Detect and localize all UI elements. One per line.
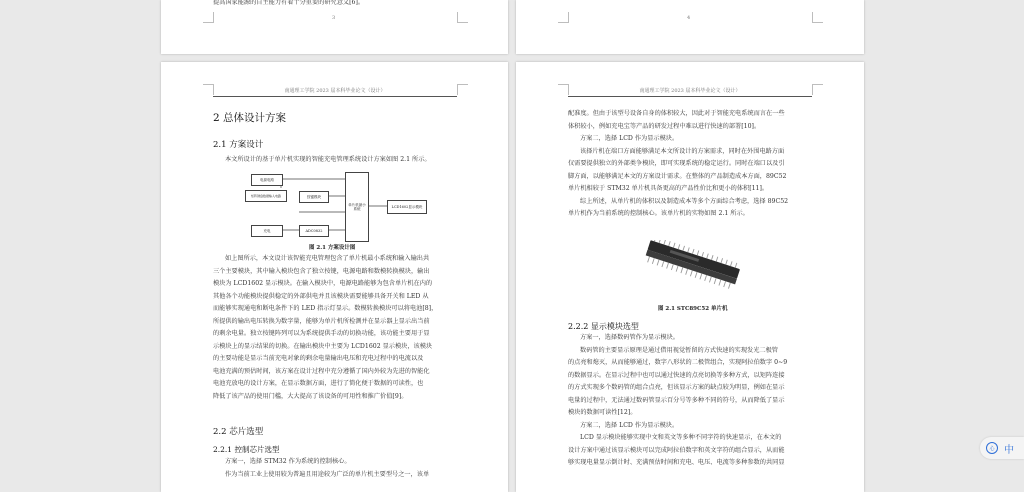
section-heading: 2.2 芯片选型 (213, 427, 264, 437)
page-corner-mark (457, 12, 468, 23)
body-text-line: 模块的数据可读性[12]。 (568, 409, 637, 416)
body-text-line: 电池充放电的设计方案，在显示数据方面，进行了简化便于数据的可读性，也 (213, 380, 424, 387)
page-5 (161, 62, 508, 492)
body-text-line: 的主要功能是显示当前充电对象的剩余电量输出电压和充电过程中的电流以及 (213, 355, 424, 362)
body-text-line: 如上图所示，本文设计该智能充电管理包含了单片机最小系统和输入输出共 (225, 255, 430, 262)
page-header: 南通理工学院 2023 届本科毕业论文（设计） (284, 88, 386, 94)
body-text-line: 电量的过程中，无法通过数码管显示百分号等多种不同的符号，从而降低了显示 (568, 396, 785, 404)
page-corner-mark (457, 84, 468, 95)
body-text-line: 的点亮和熄灭，从而能够通过，数字八形状的二极管组合，实现阿拉伯数字 0~9 (568, 359, 788, 366)
section-heading: 2.1 方案设计 (213, 140, 264, 150)
body-text-line: 的数据显示。在显示过程中也可以通过快速的点亮切换等多种方式，以矩阵连接 (568, 371, 785, 379)
button-module-box: 按键模块 (299, 191, 329, 203)
chapter-title: 2 总体设计方案 (213, 112, 287, 124)
body-text-line: 综上所述，从单片机的体积以及制造成本等多个方面综合考虑，选择 89C52 (580, 197, 789, 205)
page-6 (516, 62, 864, 492)
header-rule (568, 96, 812, 97)
keypad-input-box: 矩阵键盘数据输入电路 (245, 190, 287, 202)
body-text-line: 脚方面，以能够满足本文的方案设计需求。在整体的产品制造成本方面，89C52 (568, 172, 787, 180)
body-text-line: 配准度。但由于该型号设备自身的体积较大，因此对于智能充电系统而言在一些 (568, 110, 785, 117)
page-number: 4 (687, 15, 691, 21)
body-text-line: 提高国家能源的自主能力有着十分重要的研究意义[6]。 (213, 0, 365, 6)
page-corner-mark (812, 12, 823, 23)
body-text-line: 该择片机在端口方面能够满足本文所设计的方案需求，同时在外围电路方面 (580, 147, 785, 155)
body-text-line: 方案一，选择 STM32 作为系统的控制核心。 (225, 458, 351, 465)
header-rule (213, 96, 457, 97)
language-toggle-button[interactable]: 中 (1004, 444, 1014, 456)
floating-toolbar[interactable] (980, 437, 1024, 459)
stc89c52-chip-image (636, 240, 746, 296)
body-text-line: 作为当前工业上使用较为普遍且用途较为广泛的单片机主要型号之一，该单 (225, 470, 430, 478)
page-header: 南通理工学院 2023 届本科毕业论文（设计） (639, 88, 741, 94)
adc-box: ADC0832 (299, 225, 329, 237)
body-text-line: 而能够实现通电和断电条件下的 LED 指示灯显示。数模转换模块可以将电池[8]， (213, 305, 438, 312)
body-text-line: 方案二，选择 LCD 作为显示模块。 (580, 421, 679, 429)
body-text-line: 降低了该产品的使用门槛，大大提高了该设备的可用性和推广价值[9]。 (213, 392, 408, 400)
body-text-line: 体积较小，例如充电宝等产品的研发过程中难以进行快速的部署[10]。 (568, 122, 761, 130)
body-text-line: 的方式实现多个数码管的组合点亮，但该显示方案的缺点较为明显，例如在显示 (568, 384, 785, 391)
body-text-line: 电池充满的预估时间，该方案在设计过程中充分遵循了国内外较为先进的智能化 (213, 367, 430, 375)
paragraph (568, 108, 812, 221)
body-text-line: 本文所设计的基于单片机实现的智能充电管理系统设计方案如图 2.1 所示。 (225, 156, 431, 163)
page-3-bottom (161, 0, 508, 54)
page-number: 3 (332, 15, 336, 21)
body-text-line: 够实现电量显示倒计时、充满预估时间和充电、电压、电流等多种参数的共同显 (568, 459, 785, 466)
paragraph (568, 332, 812, 470)
body-text-line: 其他各个功能模块提供稳定的外部供电并且该模块需要能够具备开关和 LED 从 (213, 292, 429, 300)
lcd-display-box: LCD1602显示模块 (387, 200, 427, 214)
subsection-heading: 2.2.1 控制芯片选型 (213, 445, 280, 454)
figure-caption: 图 2.1 STC89C52 单片机 (658, 306, 728, 312)
paragraph (213, 253, 457, 403)
power-circuit-box: 电源电路 (251, 174, 283, 186)
body-text-line: 仅需要提供独立的外部类争模块，即可实现系统的稳定运行。同时在端口以及引 (568, 160, 785, 167)
body-text-line: 模块为 LCD1602 显示模块。在输入模块中，电源电路能够为包含单片机在内的 (213, 280, 433, 287)
body-text-line: LCD 显示模块能够实现中文和英文等多种不同字符的快速显示，在本文的 (580, 434, 782, 441)
page-4-bottom (516, 0, 864, 54)
body-text-line: 三个主要模块，其中输入模块包含了独立按键，电源电路和数模转换模块，输出 (213, 267, 430, 275)
charger-box: 充电 (251, 225, 283, 237)
subsection-heading: 2.2.2 显示模块选型 (568, 322, 639, 331)
body-text-line: 设计方案中通过该显示模块可以完成阿拉伯数字和英文字符的组合显示，从而能 (568, 446, 785, 454)
mcu-box: 单片机最小系统 (345, 172, 369, 242)
body-text-line: 示模块上的显示结果的切换。在输出模块中主要为 LCD1602 显示模块，该模块 (213, 342, 433, 350)
page-corner-mark (203, 12, 214, 23)
assistant-logo-icon[interactable]: 心 (986, 442, 998, 454)
body-text-line: 的剩余电量。独立按键阵列可以为系统提供手动的切换功能，该功能主要用于显 (213, 330, 430, 337)
page-corner-mark (558, 12, 569, 23)
block-diagram (243, 170, 433, 246)
body-text-line: 方案二，选择 LCD 作为显示模块。 (580, 135, 679, 142)
body-text-line: 所提供的输出电压转换为数字量，能够为单片机所检测并在显示器上显示出当前 (213, 317, 430, 325)
body-text-line: 方案一，选择数码管作为显示模块。 (580, 334, 679, 341)
body-text-line: 数码管的主要显示原理是通过借用视觉暂留的方式快速的实现发光二极管 (580, 346, 778, 354)
page-corner-mark (812, 84, 823, 95)
figure-caption: 图 2.1 方案设计图 (309, 245, 356, 251)
body-text-line: 单片机相较于 STM32 单片机具备更高的产品性价比和更小的体积[11]。 (568, 185, 769, 192)
body-text-line: 单片机作为当前系统的控制核心。该单片机的实物如图 2.1 所示。 (568, 210, 749, 217)
